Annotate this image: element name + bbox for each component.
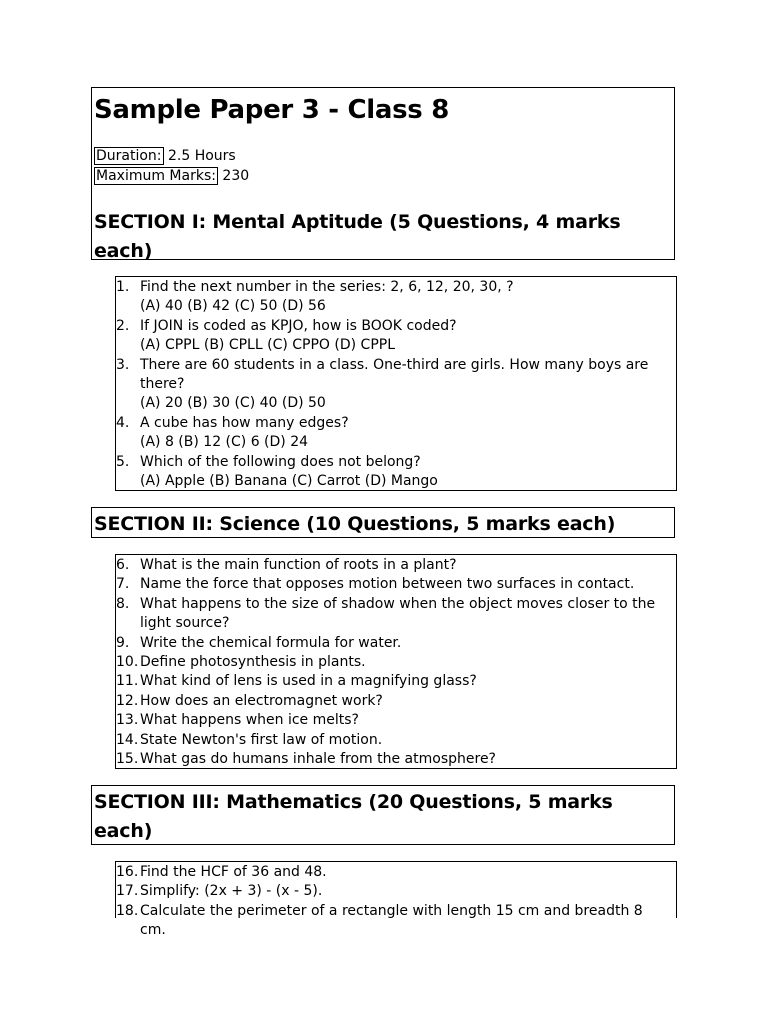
question-item bbox=[116, 634, 676, 653]
question-text: State Newton's first law of motion. bbox=[140, 731, 383, 748]
question-number: 15. bbox=[116, 751, 139, 768]
question-item bbox=[116, 556, 676, 575]
question-text: If JOIN is coded as KPJO, how is BOOK coded? bbox=[140, 317, 457, 334]
marks-line bbox=[94, 166, 672, 186]
section2-header bbox=[91, 507, 675, 538]
question-number: 4. bbox=[116, 414, 130, 431]
question-item bbox=[116, 575, 676, 594]
question-item bbox=[116, 317, 676, 356]
question-number: 8. bbox=[116, 595, 130, 612]
question-number: 12. bbox=[116, 692, 139, 709]
question-number: 18. bbox=[116, 902, 139, 919]
section1-question-list bbox=[115, 276, 677, 491]
question-item bbox=[116, 653, 676, 672]
question-item bbox=[116, 863, 676, 882]
paper-header bbox=[91, 87, 675, 260]
question-number: 16. bbox=[116, 864, 139, 880]
question-text: What gas do humans inhale from the atmosphere? bbox=[140, 751, 496, 768]
question-number: 5. bbox=[116, 453, 130, 470]
question-item bbox=[116, 902, 676, 941]
section3-header bbox=[91, 785, 675, 845]
question-number: 2. bbox=[116, 317, 130, 334]
question-number: 7. bbox=[116, 576, 130, 593]
section2-question-list bbox=[115, 554, 677, 769]
question-item bbox=[116, 278, 676, 317]
question-text: Name the force that opposes motion between two surfaces in contact. bbox=[140, 576, 635, 593]
duration-value: 2.5 Hours bbox=[163, 148, 236, 164]
question-text: There are 60 students in a class. One-third are girls. How many boys are there? bbox=[140, 356, 649, 393]
question-number: 9. bbox=[116, 634, 130, 651]
question-item bbox=[116, 453, 676, 492]
question-number: 11. bbox=[116, 673, 139, 690]
paper-meta bbox=[94, 146, 672, 186]
question-item bbox=[116, 672, 676, 691]
page-title: Sample Paper 3 - Class 8 bbox=[94, 95, 450, 125]
question-options: (A) CPPL (B) CPLL (C) CPPO (D) CPPL bbox=[140, 337, 396, 354]
question-number: 10. bbox=[116, 654, 139, 671]
question-item bbox=[116, 692, 676, 711]
question-text: What is the main function of roots in a plant? bbox=[140, 557, 457, 573]
question-text: Which of the following does not belong? bbox=[140, 453, 421, 470]
section2-heading: SECTION II: Science (10 Questions, 5 marks each) bbox=[94, 513, 616, 535]
question-options: (A) 40 (B) 42 (C) 50 (D) 56 bbox=[140, 298, 326, 315]
question-text: How does an electromagnet work? bbox=[140, 692, 383, 709]
question-number: 13. bbox=[116, 712, 139, 729]
question-text: Find the next number in the series: 2, 6, 12, 20, 30, ? bbox=[140, 279, 514, 295]
section3-heading: SECTION III: Mathematics (20 Questions, 5 marks each) bbox=[94, 791, 613, 842]
question-text: Define photosynthesis in plants. bbox=[140, 654, 366, 671]
question-item bbox=[116, 731, 676, 750]
marks-label: Maximum Marks: bbox=[96, 168, 216, 184]
question-text: What happens to the size of shadow when the object moves closer to the light source? bbox=[140, 595, 656, 632]
duration-label: Duration: bbox=[96, 148, 162, 164]
section1-heading: SECTION I: Mental Aptitude (5 Questions, 4 marks each) bbox=[94, 211, 621, 262]
question-item bbox=[116, 356, 676, 414]
question-item bbox=[116, 414, 676, 453]
question-text: A cube has how many edges? bbox=[140, 414, 349, 431]
question-item bbox=[116, 750, 676, 769]
question-number: 17. bbox=[116, 883, 139, 900]
question-text: Write the chemical formula for water. bbox=[140, 634, 402, 651]
question-options: (A) 8 (B) 12 (C) 6 (D) 24 bbox=[140, 434, 309, 451]
question-options: (A) Apple (B) Banana (C) Carrot (D) Mango bbox=[140, 473, 438, 490]
question-options: (A) 20 (B) 30 (C) 40 (D) 50 bbox=[140, 395, 326, 412]
question-text: Calculate the perimeter of a rectangle with length 15 cm and breadth 8 cm. bbox=[140, 902, 643, 939]
question-number: 6. bbox=[116, 557, 130, 573]
question-item bbox=[116, 882, 676, 901]
marks-value: 230 bbox=[217, 168, 250, 184]
section3-question-list bbox=[115, 861, 677, 939]
question-text: What happens when ice melts? bbox=[140, 712, 359, 729]
question-text: Find the HCF of 36 and 48. bbox=[140, 864, 327, 880]
question-item bbox=[116, 595, 676, 634]
duration-line bbox=[94, 146, 672, 166]
question-number: 14. bbox=[116, 731, 139, 748]
question-number: 1. bbox=[116, 279, 130, 295]
question-item bbox=[116, 711, 676, 730]
question-text: Simplify: (2x + 3) - (x - 5). bbox=[140, 883, 323, 900]
question-number: 3. bbox=[116, 356, 130, 373]
question-text: What kind of lens is used in a magnifying glass? bbox=[140, 673, 477, 690]
